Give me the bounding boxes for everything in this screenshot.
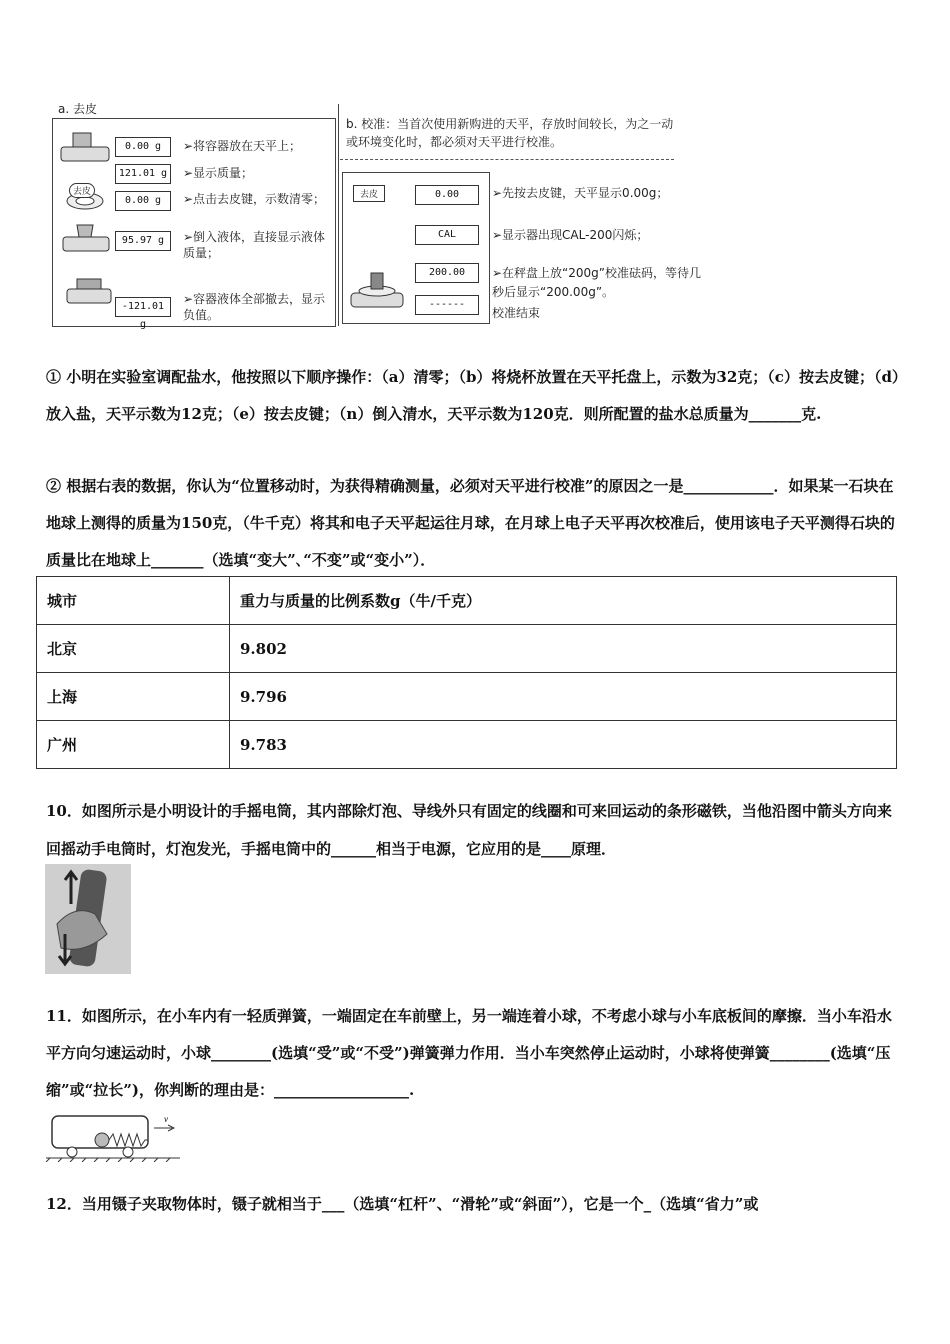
header-city: 城市 — [37, 577, 230, 625]
paragraph-2: ② 根据右表的数据，你认为“位置移动时，为获得精确测量，必须对天平进行校准”的原因之一是____________．如果某一石块在地球上测得的质量为150克，（牛千克）将其和电子天平起运往月球，在月球上电子天平再次校准后，使用该电子天平测得石块的质量比在地球上_______（选填“变大”､“不变”或“变小”）． — [46, 477, 895, 569]
cell-g: 9.796 — [230, 673, 897, 721]
b-display-2: CAL — [415, 225, 479, 245]
b-display-3: 200.00 — [415, 263, 479, 283]
calibration-balance-icon — [347, 255, 407, 315]
cell-city: 广州 — [37, 721, 230, 769]
b-tare-key: 去皮 — [353, 185, 385, 202]
a-display-3: 0.00 g — [115, 191, 171, 211]
b-step-4: 校准结束 — [492, 306, 541, 320]
table-row — [37, 721, 897, 769]
cell-city: 上海 — [37, 673, 230, 721]
velocity-label: v — [164, 1114, 168, 1124]
question-12: 12．当用镊子夹取物体时，镊子就相当于___（选填“杠杆”、“滑轮”或“斜面”），它是一个_（选填“省力”或 — [46, 1195, 759, 1213]
b-step-3: ➢在秤盘上放“200g”校准砝码，等待几秒后显示“200.00g”。 — [492, 266, 702, 299]
flashlight-icon — [45, 864, 131, 974]
cell-g: 9.783 — [230, 721, 897, 769]
paragraph-1: ① 小明在实验室调配盐水，他按照以下顺序操作：（a）清零；（b）将烧杯放置在天平托盘上，示数为32克；（c）按去皮键；（d）放入盐，天平示数为12克；（e）按去皮键；（n）倒入清水，天平示数为120克．则所配置的盐水总质量为_______克. — [46, 368, 900, 423]
a-step-3: ➢点击去皮键，示数清零； — [183, 192, 326, 206]
gravity-table — [36, 576, 897, 769]
question-10: 10．如图所示是小明设计的手摇电筒，其内部除灯泡、导线外只有固定的线圈和可来回运动的条形磁铁，当他沿图中箭头方向来回摇动手电筒时，灯泡发光，手摇电筒中的______相当于电源，它应用的是____原理． — [46, 802, 892, 858]
figure-divider — [338, 104, 339, 326]
table-row — [37, 625, 897, 673]
cell-city: 北京 — [37, 625, 230, 673]
b-display-1: 0.00 — [415, 185, 479, 205]
table-row — [37, 673, 897, 721]
b-display-4: ------ — [415, 295, 479, 315]
tare-key-label: 去皮 — [69, 183, 95, 198]
question-11: 11．如图所示，在小车内有一轻质弹簧，一端固定在车前壁上，另一端连着小球，不考虑小球与小车底板间的摩擦．当小车沿水平方向匀速运动时，小球________(选填“受”或“不受”)弹簧弹力作用．当小车突然停止运动时，小球将使弹簧________(选填“压缩”或“拉长”)，你判断的理由是：__________________. — [46, 1007, 892, 1099]
a-step-2: ➢显示质量； — [183, 166, 254, 180]
figure-b-panel — [342, 172, 490, 324]
a-step-5: ➢容器液体全部撤去，显示负值。 — [183, 292, 326, 322]
b-step-2: ➢显示器出现CAL-200闪烁； — [492, 228, 649, 242]
figure-b-title: b. 校准：当首次使用新购进的天平，存放时间较长，为之一动或环境变化时，都必须对天平进行校准。 — [346, 117, 674, 149]
table-header-row — [37, 577, 897, 625]
a-display-1: 0.00 g — [115, 137, 171, 157]
header-g: 重力与质量的比例系数g（牛/千克） — [230, 577, 897, 625]
a-step-1: ➢将容器放在天平上； — [183, 139, 302, 153]
balance-illustrations — [57, 121, 117, 326]
a-display-5: -121.01 g — [115, 297, 171, 317]
cell-g: 9.802 — [230, 625, 897, 673]
a-display-4: 95.97 g — [115, 231, 171, 251]
figure-a-title: a. 去皮 — [58, 102, 97, 116]
flashlight-photo — [45, 864, 131, 974]
b-step-1: ➢先按去皮键，天平显示0.00g； — [492, 186, 669, 200]
figure-b-dash — [340, 159, 674, 160]
figure-a-panel — [52, 118, 336, 330]
a-display-2: 121.01 g — [115, 164, 171, 184]
a-step-4: ➢倒入液体，直接显示液体质量； — [183, 230, 326, 260]
cart-spring-diagram — [44, 1112, 184, 1162]
